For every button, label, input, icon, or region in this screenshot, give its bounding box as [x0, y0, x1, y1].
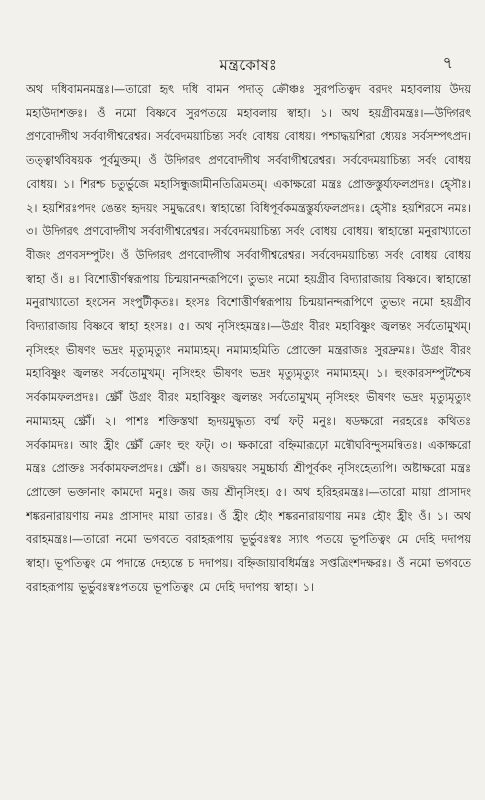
body-text: অথ দধিবামনমন্ত্রঃ।—তারো হৃৎ দধি বামন পদাত্ ক্রৌঞ্চঃ সুরপতিত্বদ বরদং মহাবলায় উদয় মহাউদাশক্তঃ। ওঁ নমো বিষ্ণবে সুরপতয়ে মহাবলায় স্বাহা। ১। অথ হয়গ্রীবমন্ত্রঃ।—উদ্গিরৎ প্রণবোদ্গীথ সর্ববাগীশ্বরেশ্বর। সর্ববেদময়াচিন্ত্য সর্বং বোধয় বোধয়। পশ্চাদ্ধয়শিরা ধ্যেয়ঃ সর্বসম্পৎপ্রদ। তত্ত্বার্থবিষয়ক পূর্বমুক্তম্। ওঁ উদ্গিরৎ প্রণবোদ্গীথ সর্ববাগীশ্বরেশ্বর। সর্ববেদময়াচিন্ত্য সর্বং বোধয় বোধয়। ১। শিরশ্চ চতুর্ভুজে মহাসিন্ধুজামীনতিত্রিমতম্। একাক্ষরো মন্ত্রঃ প্রোক্তস্তুর্য্যফলপ্রদঃ। হ্সৌঃ। ২। হয়শিরঃপদং ঙেন্তং হৃদয়ং সমুদ্ধরেৎ। স্বাহান্তো বিধিপূর্বকমন্ত্রস্তুর্য্যফলপ্রদঃ। হ্সৌঃ হয়শিরসে নমঃ। ৩। উদ্গিরৎ প্রণবোদ্গীথ সর্ববাগীশ্বরেশ্বর। সর্ববেদময়াচিন্ত্য সর্বং বোধয় বোধয়। স্বাহান্তো মনুরাখ্যাতো বীজং প্রণবসম্পুটং। ওঁ উদ্গিরৎ প্রণবোদ্গীথ সর্ববাগীশ্বরেশ্বর। সর্ববেদময়াচিন্ত্য সর্বং বোধয় বোধয় স্বাহা ওঁ। ৪। বিশোত্তীর্ণস্বরূপায় চিন্ময়ানন্দরূপিণে। তুভ্যং নমো হয়গ্রীব বিদ্যারাজায় বিষ্ণবে। স্বাহান্তো মনুরাখ্যাতো হংসেন সংপুটীকৃতঃ। হংসঃ বিশোত্তীর্ণস্বরূপায় চিন্ময়ানন্দরূপিণে তুভ্যং নমো হয়গ্রীব বিদ্যারাজায় বিষ্ণবে স্বাহা হংসঃ। ৫। অথ নৃসিংহমন্ত্রঃ।—উগ্রং বীরং মহাবিষ্ণুং জ্বলন্তং সর্বতোমুখম্। নৃসিংহং ভীষণং ভদ্রং মৃত্যুমৃত্যুং নমাম্যহম্। নমাম্যহমিতি প্রোক্তো মন্ত্ররাজঃ সুরদ্রুমঃ। উগ্রং বীরং মহাবিষ্ণুং জ্বলন্তং সর্বতোমুখম্। নৃসিংহং ভীষণং ভদ্রং মৃত্যুমৃত্যুং নমাম্যহম্। ১। হুংকারসম্পুটশ্চৈষ সর্বকামফলপ্রদঃ। ক্ষ্রৌঁ উগ্রং বীরং মহাবিষ্ণুং জ্বলন্তং সর্বতোমুখম্ নৃসিংহং ভীষণং ভদ্রং মৃত্যুমৃত্যুং নমাম্যহম্ ক্ষ্রৌঁ। ২। পাশঃ শক্তিস্তথা হৃদয়মুদ্ধৃত্য বর্ম্ম ফট্ মনুঃ। ষডক্ষরো নরহরেঃ কথিতঃ সর্বকামদঃ। আং হ্রীং ক্ষ্রৌঁ ক্রোং হুং ফট্। ৩। ক্ষকারো বহ্নিমারূঢ়ো মন্বৌঘবিন্দুসমন্বিতঃ। একাক্ষরো মন্ত্রঃ প্রোক্তঃ সর্বকামফলপ্রদঃ। ক্ষ্রৌঁ। ৪। জয়দ্বয়ং সমুচ্চার্য্য শ্রীপূর্বকং নৃসিংহেত্যপি। অষ্টাক্ষরো মন্ত্রঃ প্রোক্তো ভক্তানাং কামদো মনুঃ। জয় জয় শ্রীনৃসিংহ। ৫। অথ হরিহরমন্ত্রঃ।—তারো মায়া প্রাসাদং শঙ্করনারায়ণায় নমঃ প্রাসাদং মায়া তারঃ। ওঁ হ্রীং হৌং শঙ্করনারায়ণায় নমঃ হৌং হ্রীং ওঁ। ১। অথ বরাহমন্ত্রঃ।—তারো নমো ভগবতে বরাহরূপায় ভূর্ভুবঃস্বঃ স্যাৎ পতয়ে ভূপতিত্বং মে দেহি দদাপয় স্বাহা। ভূপতিত্বং মে পদান্তে দেহ্যন্তে চ দদাপয়। বহ্নিজায়াবধির্মন্ত্রঃ সপ্তত্রিংশদক্ষরঃ। ওঁ নমো ভগবতে বরাহরূপায় ভূর্ভুবঃস্বঃপতয়ে ভূপতিত্বং মে দেহি দদাপয় স্বাহা। ১।	[26, 83, 471, 594]
running-title: মন্ত্রকোষঃ	[219, 56, 278, 74]
page-number: ৭	[442, 53, 453, 72]
page-header	[26, 0, 471, 78]
